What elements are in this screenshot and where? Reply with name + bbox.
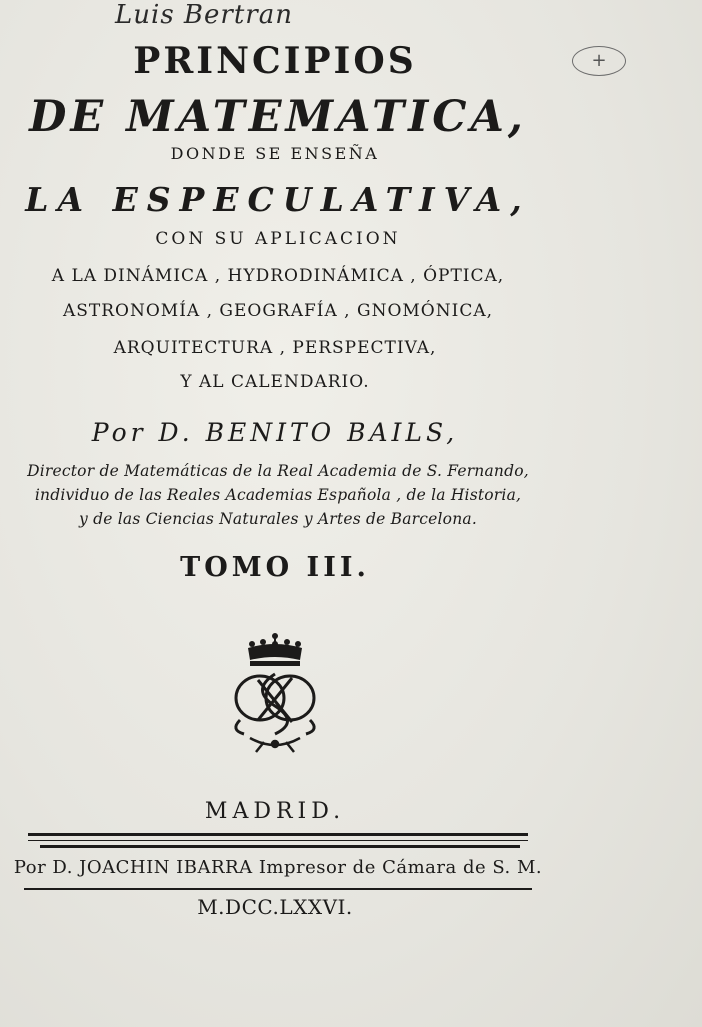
handwritten-signature: Luis Bertran — [115, 0, 293, 30]
title-line-donde-se-ensena: DONDE SE ENSEÑA — [170, 144, 380, 163]
author-description-1: Director de Matemáticas de la Real Academia de S. Fernando, — [27, 462, 529, 480]
author-description-2: individuo de las Reales Academias Española , de la Historia, — [34, 486, 522, 504]
imprint-printer: Por D. JOACHIN IBARRA Impresor de Cámara de S. M. — [13, 857, 543, 878]
volume-label: TOMO III. — [180, 552, 370, 583]
subject-line-dinamica: A LA DINÁMICA , HYDRODINÁMICA , ÓPTICA, — [51, 266, 505, 286]
single-rule — [24, 888, 532, 890]
crown-icon — [248, 633, 302, 666]
subject-line-astronomia: ASTRONOMÍA , GEOGRAFÍA , GNOMÓNICA, — [62, 301, 494, 321]
crowned-monogram-emblem — [220, 630, 330, 755]
ribbon-icon — [250, 738, 300, 752]
title-line-principios: PRINCIPIOS — [133, 40, 417, 82]
circled-plus-mark: + — [572, 46, 626, 76]
double-rule-middle — [28, 840, 528, 841]
title-line-de-matematica: DE MATEMATICA, — [29, 92, 527, 142]
author-byline: Por D. BENITO BAILS, — [91, 418, 459, 447]
subject-line-arquitectura: ARQUITECTURA , PERSPECTIVA, — [113, 338, 437, 358]
imprint-place: MADRID. — [204, 799, 346, 824]
author-description-3: y de las Ciencias Naturales y Artes de Barcelona. — [79, 510, 477, 528]
subject-line-calendario: Y AL CALENDARIO. — [180, 372, 370, 392]
double-rule-bottom — [40, 845, 520, 848]
title-line-con-su-aplicacion: CON SU APLICACION — [155, 229, 401, 249]
imprint-year: M.DCC.LXXVI. — [197, 895, 353, 919]
monogram-icon — [236, 674, 314, 734]
title-line-la-especulativa: LA ESPECULATIVA, — [25, 180, 531, 219]
double-rule-top — [28, 833, 528, 836]
